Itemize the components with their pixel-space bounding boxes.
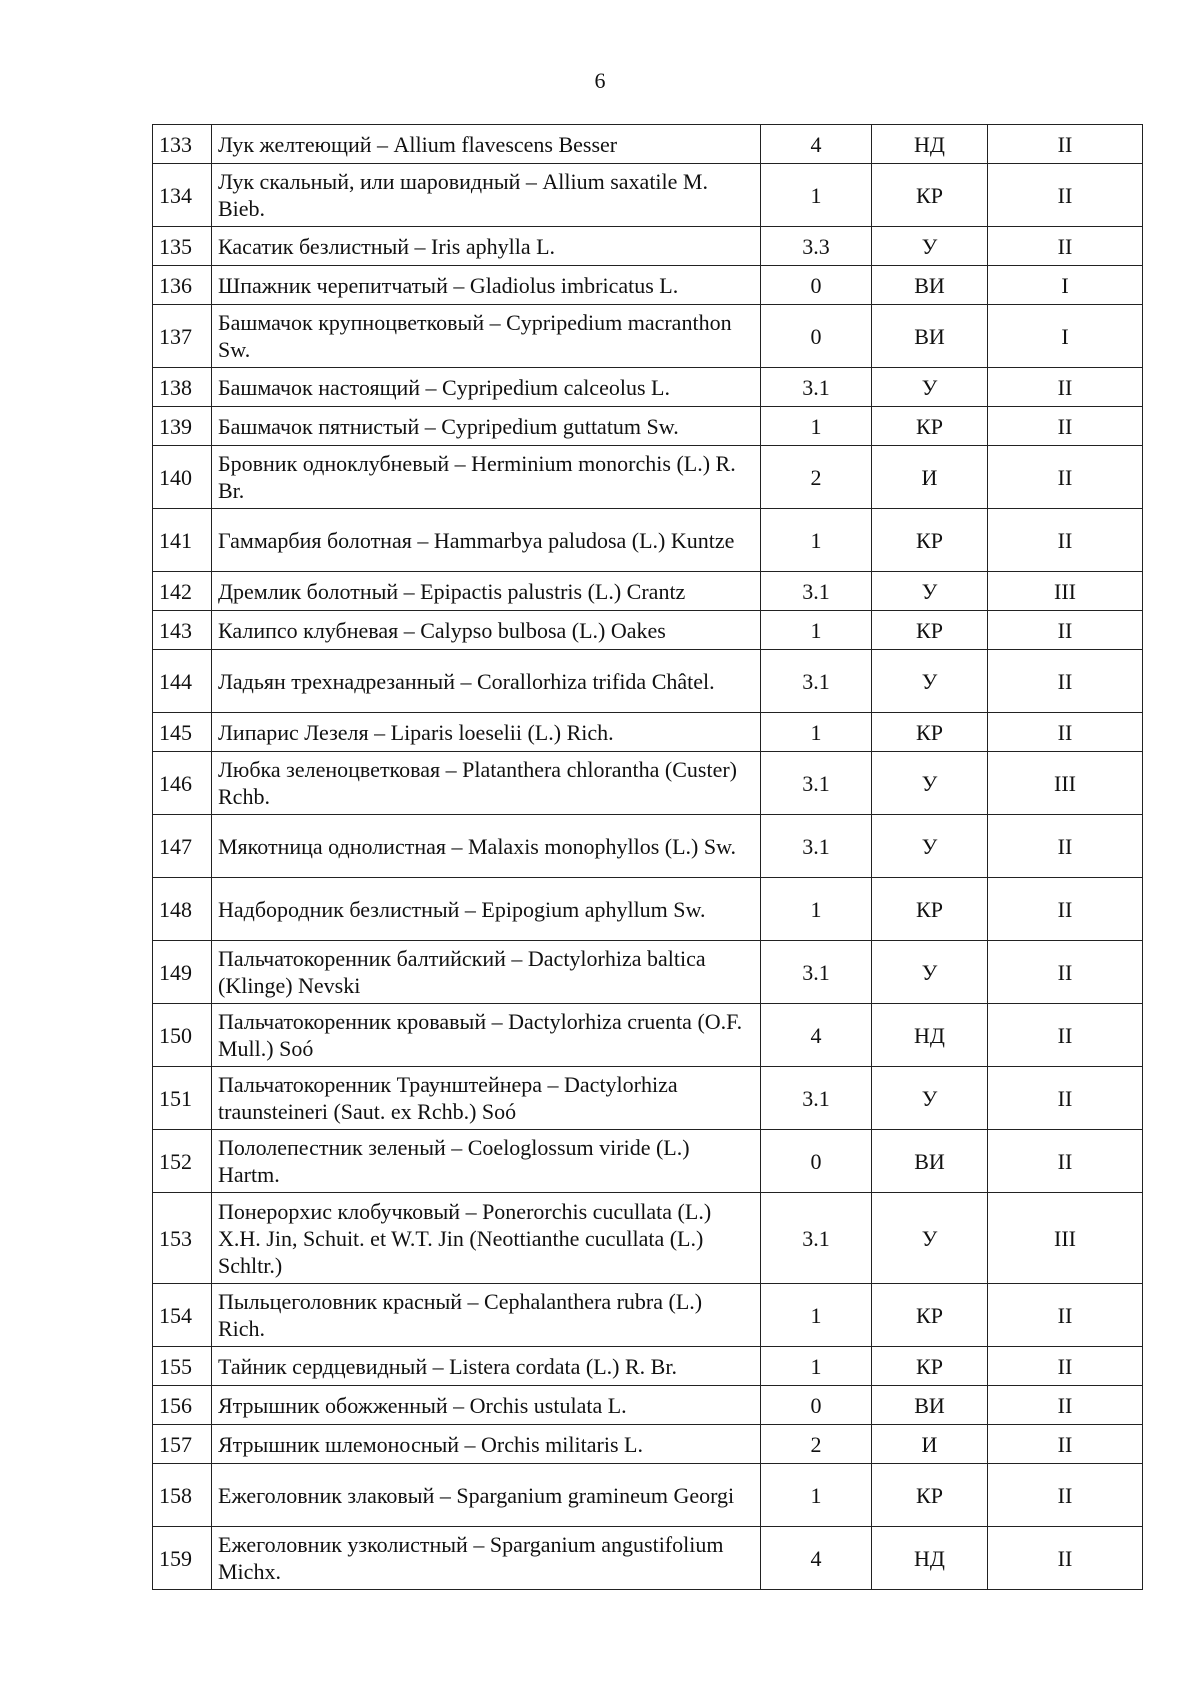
priority-cell: II xyxy=(988,164,1143,227)
priority-cell: II xyxy=(988,650,1143,713)
species-name-cell: Бровник одноклубневый – Herminium monorchis (L.) R. Br. xyxy=(212,446,761,509)
row-number-cell: 152 xyxy=(153,1130,212,1193)
priority-cell: II xyxy=(988,1425,1143,1464)
category-cell: 1 xyxy=(761,878,872,941)
status-cell: КР xyxy=(872,407,988,446)
row-number-cell: 139 xyxy=(153,407,212,446)
table-row xyxy=(153,368,1143,407)
table-row xyxy=(153,407,1143,446)
row-number-cell: 145 xyxy=(153,713,212,752)
species-name-cell: Гаммарбия болотная – Hammarbya paludosa (L.) Kuntze xyxy=(212,509,761,572)
table-row xyxy=(153,878,1143,941)
species-name-cell: Тайник сердцевидный – Listera cordata (L.) R. Br. xyxy=(212,1347,761,1386)
category-cell: 1 xyxy=(761,164,872,227)
species-name-cell: Лук желтеющий – Allium flavescens Besser xyxy=(212,125,761,164)
table-row xyxy=(153,1193,1143,1284)
priority-cell: I xyxy=(988,266,1143,305)
species-name-cell: Пальчатокоренник Траунштейнера – Dactylorhiza traunsteineri (Saut. ex Rchb.) Soó xyxy=(212,1067,761,1130)
row-number-cell: 147 xyxy=(153,815,212,878)
species-name-cell: Лук скальный, или шаровидный – Allium saxatile M. Bieb. xyxy=(212,164,761,227)
priority-cell: II xyxy=(988,227,1143,266)
category-cell: 1 xyxy=(761,407,872,446)
status-cell: ВИ xyxy=(872,305,988,368)
status-cell: И xyxy=(872,1425,988,1464)
category-cell: 3.1 xyxy=(761,1193,872,1284)
category-cell: 3.1 xyxy=(761,941,872,1004)
status-cell: КР xyxy=(872,611,988,650)
row-number-cell: 133 xyxy=(153,125,212,164)
species-name-cell: Мякотница однолистная – Malaxis monophyllos (L.) Sw. xyxy=(212,815,761,878)
priority-cell: II xyxy=(988,1284,1143,1347)
row-number-cell: 134 xyxy=(153,164,212,227)
row-number-cell: 142 xyxy=(153,572,212,611)
species-table xyxy=(152,124,1143,1590)
table-row xyxy=(153,266,1143,305)
status-cell: У xyxy=(872,1067,988,1130)
category-cell: 1 xyxy=(761,1347,872,1386)
priority-cell: III xyxy=(988,1193,1143,1284)
row-number-cell: 149 xyxy=(153,941,212,1004)
status-cell: У xyxy=(872,752,988,815)
category-cell: 2 xyxy=(761,446,872,509)
row-number-cell: 143 xyxy=(153,611,212,650)
table-row xyxy=(153,1004,1143,1067)
row-number-cell: 137 xyxy=(153,305,212,368)
category-cell: 3.1 xyxy=(761,650,872,713)
row-number-cell: 159 xyxy=(153,1527,212,1590)
species-name-cell: Надбородник безлистный – Epipogium aphyllum Sw. xyxy=(212,878,761,941)
table-row xyxy=(153,1347,1143,1386)
table-row xyxy=(153,446,1143,509)
row-number-cell: 141 xyxy=(153,509,212,572)
priority-cell: II xyxy=(988,611,1143,650)
category-cell: 0 xyxy=(761,305,872,368)
species-name-cell: Шпажник черепитчатый – Gladiolus imbricatus L. xyxy=(212,266,761,305)
table-row xyxy=(153,227,1143,266)
species-name-cell: Пальчатокоренник кровавый – Dactylorhiza cruenta (O.F. Mull.) Soó xyxy=(212,1004,761,1067)
status-cell: КР xyxy=(872,1284,988,1347)
category-cell: 4 xyxy=(761,1004,872,1067)
row-number-cell: 155 xyxy=(153,1347,212,1386)
status-cell: КР xyxy=(872,164,988,227)
table-body xyxy=(153,125,1143,1590)
status-cell: У xyxy=(872,572,988,611)
table-row xyxy=(153,1464,1143,1527)
status-cell: У xyxy=(872,368,988,407)
category-cell: 1 xyxy=(761,713,872,752)
priority-cell: II xyxy=(988,1347,1143,1386)
species-name-cell: Калипсо клубневая – Calypso bulbosa (L.) Oakes xyxy=(212,611,761,650)
page-number: 6 xyxy=(594,68,606,93)
row-number-cell: 156 xyxy=(153,1386,212,1425)
category-cell: 3.1 xyxy=(761,1067,872,1130)
species-name-cell: Ладьян трехнадрезанный – Corallorhiza trifida Châtel. xyxy=(212,650,761,713)
row-number-cell: 151 xyxy=(153,1067,212,1130)
table-row xyxy=(153,752,1143,815)
priority-cell: II xyxy=(988,1004,1143,1067)
species-name-cell: Липарис Лезеля – Liparis loeselii (L.) Rich. xyxy=(212,713,761,752)
status-cell: КР xyxy=(872,1347,988,1386)
table-row xyxy=(153,713,1143,752)
priority-cell: III xyxy=(988,572,1143,611)
table-row xyxy=(153,125,1143,164)
category-cell: 0 xyxy=(761,1386,872,1425)
row-number-cell: 136 xyxy=(153,266,212,305)
table-row xyxy=(153,1386,1143,1425)
status-cell: НД xyxy=(872,1004,988,1067)
priority-cell: II xyxy=(988,1130,1143,1193)
priority-cell: II xyxy=(988,1464,1143,1527)
species-name-cell: Башмачок настоящий – Cypripedium calceolus L. xyxy=(212,368,761,407)
category-cell: 0 xyxy=(761,266,872,305)
table-row xyxy=(153,1067,1143,1130)
priority-cell: II xyxy=(988,446,1143,509)
table-row xyxy=(153,1284,1143,1347)
table-row xyxy=(153,1130,1143,1193)
category-cell: 3.1 xyxy=(761,752,872,815)
row-number-cell: 138 xyxy=(153,368,212,407)
priority-cell: III xyxy=(988,752,1143,815)
table-row xyxy=(153,1527,1143,1590)
table-row xyxy=(153,611,1143,650)
category-cell: 1 xyxy=(761,509,872,572)
table-row xyxy=(153,1425,1143,1464)
species-name-cell: Ятрышник обожженный – Orchis ustulata L. xyxy=(212,1386,761,1425)
status-cell: КР xyxy=(872,1464,988,1527)
row-number-cell: 150 xyxy=(153,1004,212,1067)
status-cell: ВИ xyxy=(872,266,988,305)
status-cell: И xyxy=(872,446,988,509)
table-row xyxy=(153,305,1143,368)
status-cell: У xyxy=(872,1193,988,1284)
priority-cell: II xyxy=(988,125,1143,164)
row-number-cell: 146 xyxy=(153,752,212,815)
priority-cell: II xyxy=(988,1386,1143,1425)
category-cell: 1 xyxy=(761,1284,872,1347)
table-row xyxy=(153,164,1143,227)
species-name-cell: Ежеголовник узколистный – Sparganium angustifolium Michx. xyxy=(212,1527,761,1590)
row-number-cell: 144 xyxy=(153,650,212,713)
row-number-cell: 154 xyxy=(153,1284,212,1347)
row-number-cell: 153 xyxy=(153,1193,212,1284)
status-cell: У xyxy=(872,815,988,878)
priority-cell: II xyxy=(988,1527,1143,1590)
category-cell: 1 xyxy=(761,611,872,650)
category-cell: 1 xyxy=(761,1464,872,1527)
priority-cell: II xyxy=(988,815,1143,878)
table-row xyxy=(153,815,1143,878)
priority-cell: II xyxy=(988,878,1143,941)
status-cell: КР xyxy=(872,509,988,572)
table-row xyxy=(153,650,1143,713)
category-cell: 3.1 xyxy=(761,368,872,407)
status-cell: ВИ xyxy=(872,1130,988,1193)
species-name-cell: Ятрышник шлемоносный – Orchis militaris L. xyxy=(212,1425,761,1464)
table-row xyxy=(153,509,1143,572)
category-cell: 3.1 xyxy=(761,572,872,611)
species-name-cell: Башмачок крупноцветковый – Cypripedium macranthon Sw. xyxy=(212,305,761,368)
category-cell: 3.1 xyxy=(761,815,872,878)
species-name-cell: Понерорхис клобучковый – Ponerorchis cucullata (L.) X.H. Jin, Schuit. et W.T. Jin (Neottianthe cucullata (L.) Schltr.) xyxy=(212,1193,761,1284)
category-cell: 0 xyxy=(761,1130,872,1193)
row-number-cell: 158 xyxy=(153,1464,212,1527)
status-cell: У xyxy=(872,650,988,713)
priority-cell: II xyxy=(988,941,1143,1004)
status-cell: ВИ xyxy=(872,1386,988,1425)
species-name-cell: Пальчатокоренник балтийский – Dactylorhiza baltica (Klinge) Nevski xyxy=(212,941,761,1004)
status-cell: У xyxy=(872,227,988,266)
status-cell: НД xyxy=(872,1527,988,1590)
priority-cell: II xyxy=(988,713,1143,752)
priority-cell: II xyxy=(988,407,1143,446)
species-name-cell: Дремлик болотный – Epipactis palustris (L.) Crantz xyxy=(212,572,761,611)
row-number-cell: 148 xyxy=(153,878,212,941)
status-cell: КР xyxy=(872,878,988,941)
priority-cell: I xyxy=(988,305,1143,368)
table-row xyxy=(153,941,1143,1004)
priority-cell: II xyxy=(988,1067,1143,1130)
category-cell: 2 xyxy=(761,1425,872,1464)
status-cell: У xyxy=(872,941,988,1004)
species-name-cell: Пыльцеголовник красный – Cephalanthera rubra (L.) Rich. xyxy=(212,1284,761,1347)
table-row xyxy=(153,572,1143,611)
status-cell: НД xyxy=(872,125,988,164)
row-number-cell: 135 xyxy=(153,227,212,266)
species-name-cell: Пололепестник зеленый – Coeloglossum viride (L.) Hartm. xyxy=(212,1130,761,1193)
species-name-cell: Любка зеленоцветковая – Platanthera chlorantha (Custer) Rchb. xyxy=(212,752,761,815)
priority-cell: II xyxy=(988,509,1143,572)
status-cell: КР xyxy=(872,713,988,752)
species-name-cell: Касатик безлистный – Iris aphylla L. xyxy=(212,227,761,266)
row-number-cell: 140 xyxy=(153,446,212,509)
priority-cell: II xyxy=(988,368,1143,407)
category-cell: 4 xyxy=(761,125,872,164)
category-cell: 4 xyxy=(761,1527,872,1590)
row-number-cell: 157 xyxy=(153,1425,212,1464)
species-name-cell: Башмачок пятнистый – Cypripedium guttatum Sw. xyxy=(212,407,761,446)
species-name-cell: Ежеголовник злаковый – Sparganium gramineum Georgi xyxy=(212,1464,761,1527)
category-cell: 3.3 xyxy=(761,227,872,266)
